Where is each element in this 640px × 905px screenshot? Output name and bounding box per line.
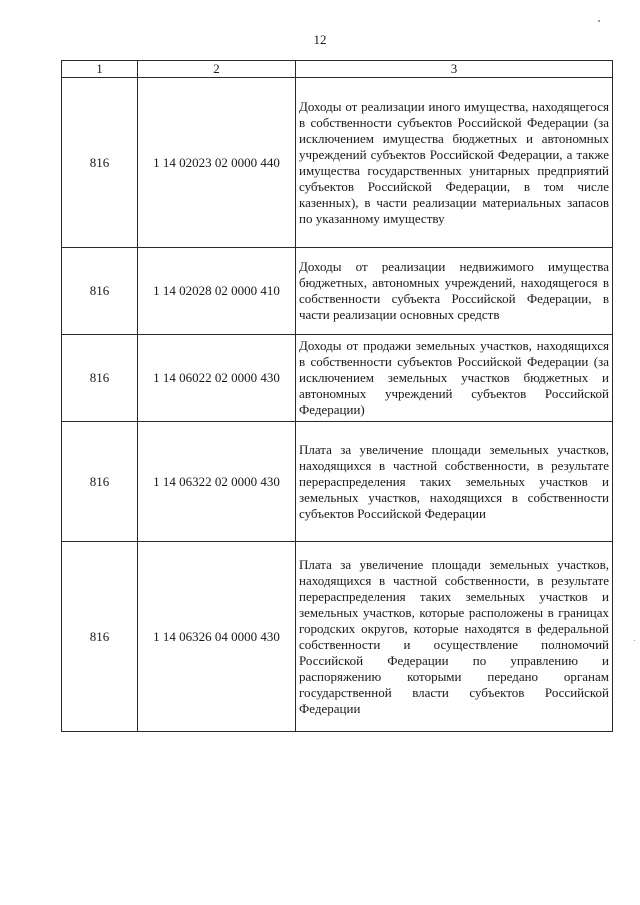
kbk-code-cell: 1 14 02028 02 0000 410 xyxy=(138,248,296,335)
description-cell: Плата за увеличение площади земельных участков, находящихся в частной собственности, в результате перераспределения таких земельных участков и земельных участков, которые расположены в границах городских округов, которые находятся в федеральной собственности и осуществление полномочий Российской Федерации по управлению и распоряжению которыми передано органам государственной власти субъектов Российской Федерации xyxy=(296,542,613,732)
table-row xyxy=(62,422,613,542)
description-cell: Плата за увеличение площади земельных участков, находящихся в частной собственности, в результате перераспределения таких земельных участков и земельных участков, находящихся в собственности субъектов Российской Федерации xyxy=(296,422,613,542)
scan-speck xyxy=(598,20,600,22)
kbk-code-cell: 1 14 02023 02 0000 440 xyxy=(138,78,296,248)
admin-code-cell: 816 xyxy=(62,78,138,248)
kbk-code-cell: 1 14 06022 02 0000 430 xyxy=(138,335,296,422)
admin-code-cell: 816 xyxy=(62,335,138,422)
table-row xyxy=(62,78,613,248)
table-header-row xyxy=(62,61,613,78)
table-row xyxy=(62,542,613,732)
table-row xyxy=(62,248,613,335)
table-row xyxy=(62,335,613,422)
kbk-code-cell: 1 14 06326 04 0000 430 xyxy=(138,542,296,732)
description-cell: Доходы от реализации недвижимого имущества бюджетных, автономных учреждений, находящегося в собственности субъекта Российской Федерации, в части реализации основных средств xyxy=(296,248,613,335)
column-header-3: 3 xyxy=(296,61,613,78)
page-number: 12 xyxy=(313,32,327,47)
description-cell: Доходы от продажи земельных участков, находящихся в собственности субъектов Российской Федерации (за исключением земельных участков бюджетных и автономных учреждений субъектов Российской Федерации) xyxy=(296,335,613,422)
admin-code-cell: 816 xyxy=(62,248,138,335)
scan-speck xyxy=(634,640,635,641)
admin-code-cell: 816 xyxy=(62,542,138,732)
column-header-2: 2 xyxy=(138,61,296,78)
revenue-codes-table xyxy=(61,60,613,732)
description-cell: Доходы от реализации иного имущества, находящегося в собственности субъектов Российской Федерации (за исключением имущества бюджетных и автономных учреждений субъектов Российской Федерации, а также имущества государственных унитарных предприятий субъектов Российской Федерации, в том числе казенных), в части реализации материальных запасов по указанному имуществу xyxy=(296,78,613,248)
kbk-code-cell: 1 14 06322 02 0000 430 xyxy=(138,422,296,542)
admin-code-cell: 816 xyxy=(62,422,138,542)
column-header-1: 1 xyxy=(62,61,138,78)
